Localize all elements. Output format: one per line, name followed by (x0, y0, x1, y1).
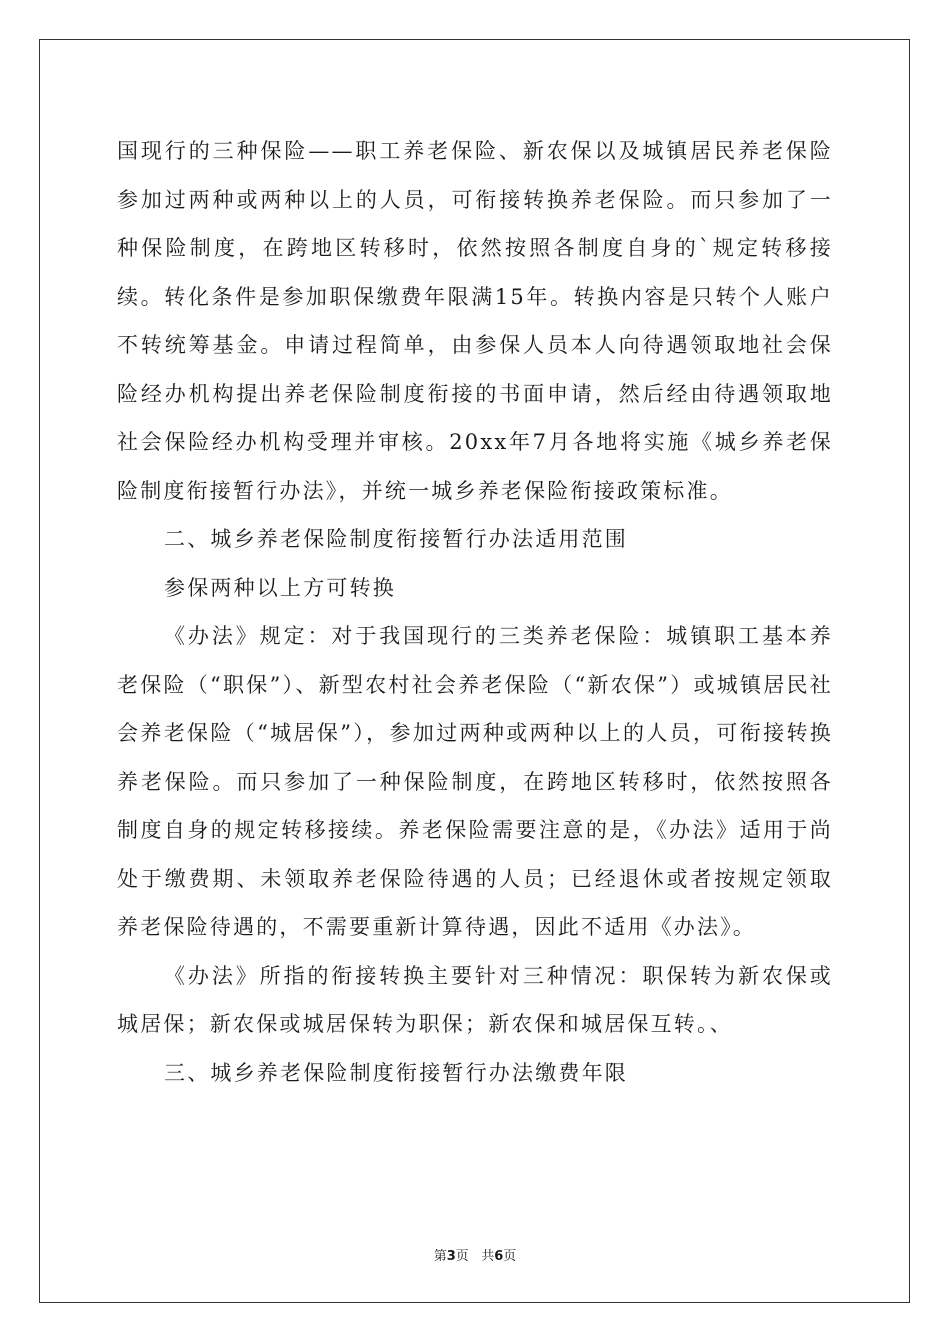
subheading: 参保两种以上方可转换 (164, 575, 396, 600)
page-footer (0, 1245, 950, 1264)
paragraph-continuation: 国现行的三种保险——职工养老保险、新农保以及城镇居民养老保险参加过两种或两种以上的人员，可衔接转换养老保险。而只参加了一种保险制度，在跨地区转移时，依然按照各制度自身的`规定转移接续。转化条件是参加职保缴费年限满15年。转换内容是只转个人账户不转统筹基金。申请过程简单，由参保人员本人向待遇领取地社会保险经办机构提出养老保险制度衔接的书面申请，然后经由待遇领取地社会保险经办机构受理并审核。20xx年7月各地将实施《城乡养老保险制度衔接暂行办法》，并统一城乡养老保险衔接政策标准。 (117, 139, 833, 503)
total-suffix: 页 (503, 1249, 517, 1264)
total-prefix: 共 (481, 1249, 495, 1264)
page-prefix: 第 (433, 1249, 447, 1264)
document-body (117, 127, 833, 1097)
section-heading-3: 三、城乡养老保险制度衔接暂行办法缴费年限 (164, 1060, 628, 1085)
page-number: 3 (446, 1249, 456, 1264)
total-pages: 6 (494, 1249, 504, 1264)
page-suffix: 页 (455, 1249, 469, 1264)
section-heading-2: 二、城乡养老保险制度衔接暂行办法适用范围 (164, 527, 628, 551)
paragraph: 《办法》所指的衔接转换主要针对三种情况：职保转为新农保或城居保；新农保或城居保转为职保；新农保和城居保互转。、 (117, 963, 833, 1036)
paragraph: 《办法》规定：对于我国现行的三类养老保险：城镇职工基本养老保险（“职保”）、新型农村社会养老保险（“新农保”）或城镇居民社会养老保险（“城居保”），参加过两种或两种以上的人员，可衔接转换养老保险。而只参加了一种保险制度，在跨地区转移时，依然按照各制度自身的规定转移接续。养老保险需要注意的是，《办法》适用于尚处于缴费期、未领取养老保险待遇的人员；已经退休或者按规定领取养老保险待遇的，不需要重新计算待遇，因此不适用《办法》。 (117, 624, 833, 939)
